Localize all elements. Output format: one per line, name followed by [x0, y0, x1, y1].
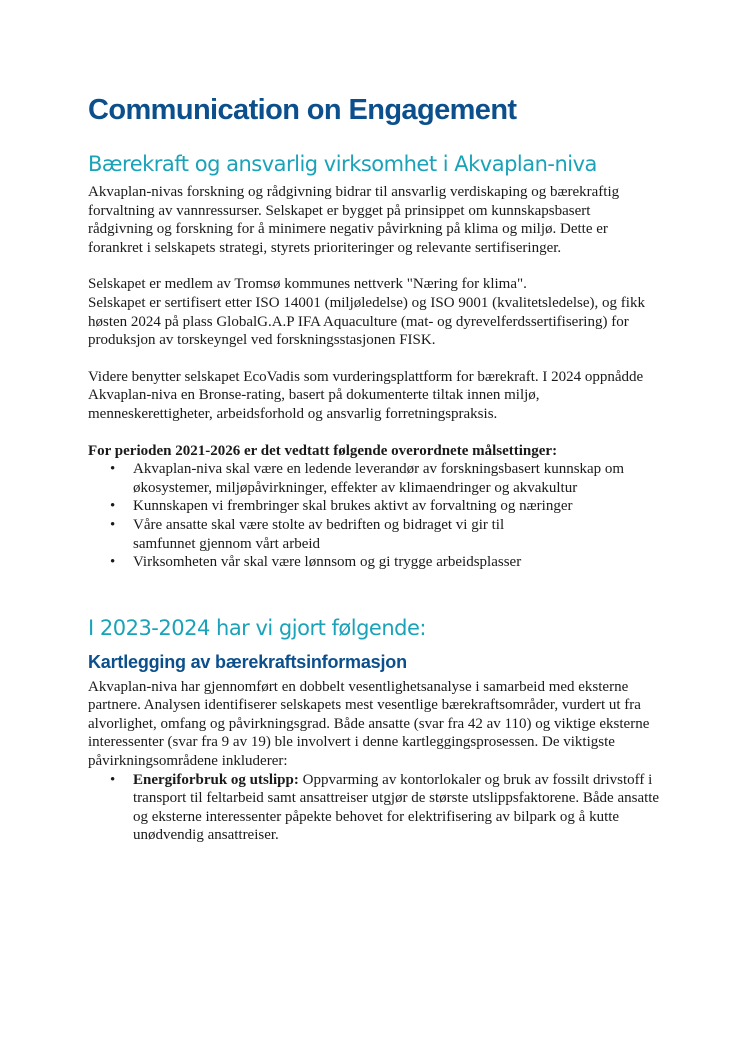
page-title: Communication on Engagement: [88, 94, 517, 126]
certification-paragraph: Selskapet er sertifisert etter ISO 14001 (miljøledelse) og ISO 9001 (kvalitetsledelse), og fikk høsten 2024 på plass GlobalG.A.P IFA Aquaculture (mat- og dyrevelferdssertifisering) for produksjon av torskeyngel ved forskningsstasjonen FISK.: [88, 294, 645, 349]
bullet-icon: •: [110, 461, 116, 478]
membership-paragraph: Selskapet er medlem av Tromsø kommunes nettverk "Næring for klima".: [88, 276, 527, 293]
subheading-mapping: Kartlegging av bærekraftsinformasjon: [88, 651, 407, 672]
section-heading-sustainability: Bærekraft og ansvarlig virksomhet i Akvaplan-niva: [88, 152, 597, 176]
bullet-icon: •: [110, 771, 116, 788]
goal-item: • Kunnskapen vi frembringer skal brukes aktivt av forvaltning og næringer: [110, 498, 573, 515]
impact-list: [88, 771, 668, 845]
mapping-paragraph: Akvaplan-niva har gjennomført en dobbelt vesentlighetsanalyse i samarbeid med eksterne partnere. Analysen identifiserer selskapets mest vesentlige bærekraftsområder, vurdert ut fra alvorlighet, omfang og påvirkningsgrad. Både ansatte (svar fra 42 av 110) og viktige eksterne interessenter (svar fra 9 av 19) ble involvert i denne kartleggingsprosessen. De viktigste påvirkningsområdene inkluderer:: [88, 678, 650, 770]
ecovadis-paragraph: Videre benytter selskapet EcoVadis som vurderingsplattform for bærekraft. I 2024 oppnådde Akvaplan-niva en Bronse-rating, basert på dokumenterte tiltak innen miljø, menneskerettigheter, arbeidsforhold og ansvarlig forretningspraksis.: [88, 368, 644, 422]
goal-item: • Våre ansatte skal være stolte av bedriften og bidraget vi gir til samfunnet gjennom vårt arbeid: [110, 516, 505, 552]
impact-text: Oppvarming av kontorlokaler og bruk av fossilt drivstoff i transport til feltarbeid samt ansattreiser utgjør de største utslippsfaktorene. Både ansatte og eksterne interessenter påpekte behovet for elektrifisering av bilpark og å kutte unødvendig ansattreiser.: [133, 771, 660, 844]
bullet-icon: •: [110, 498, 116, 515]
document-page: [88, 92, 668, 845]
bullet-icon: •: [110, 554, 116, 571]
section-heading-activities: I 2023-2024 har vi gjort følgende:: [88, 615, 426, 640]
intro-paragraph: Akvaplan-nivas forskning og rådgivning bidrar til ansvarlig verdiskaping og bærekraftig forvaltning av vannressurser. Selskapet er bygget på prinsippet om kunnskapsbasert rådgivning og forskning for å minimere negativ påvirkning på klima og miljø. Dette er forankret i selskapets strategi, styrets prioriteringer og relevante sertifiseringer.: [88, 184, 620, 256]
goals-list: [88, 460, 668, 572]
bullet-icon: •: [110, 516, 116, 533]
goal-item: • Akvaplan-niva skal være en ledende leverandør av forskningsbasert kunnskap om økosystemer, miljøpåvirkninger, effekter av klimaendringer og akvakultur: [110, 461, 625, 496]
goals-intro: For perioden 2021-2026 er det vedtatt følgende overordnete målsettinger:: [88, 442, 558, 459]
impact-item: [88, 771, 668, 845]
goal-item: • Virksomheten vår skal være lønnsom og gi trygge arbeidsplasser: [110, 554, 522, 571]
impact-label: Energiforbruk og utslipp:: [133, 771, 299, 788]
